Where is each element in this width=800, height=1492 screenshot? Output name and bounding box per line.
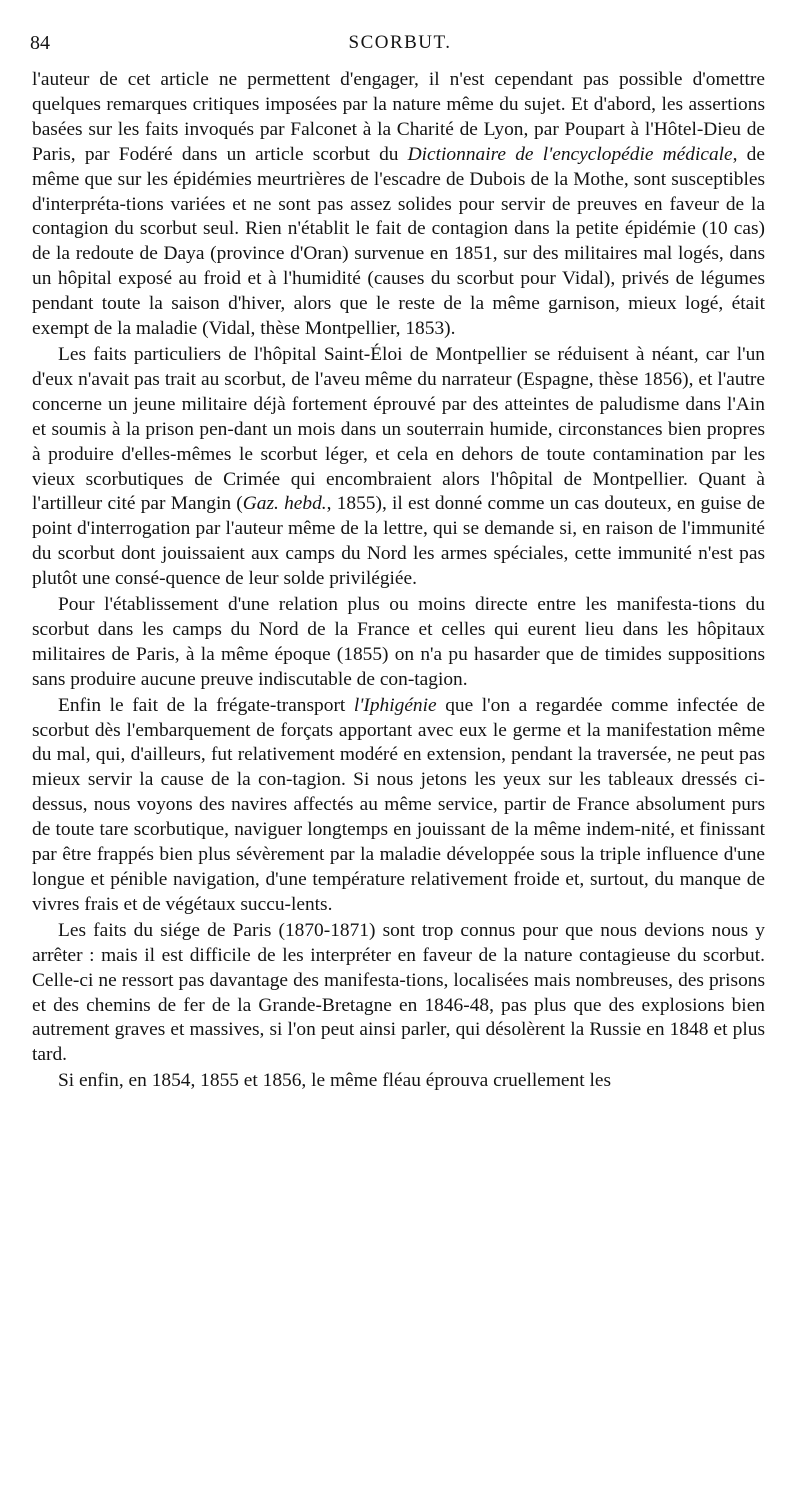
page-header (30, 32, 770, 58)
text-run: que l'on a regardée comme infectée de scorbut dès l'embarquement de forçats apportant avec eux le germe et la manifestation même du mal, qui, d'ailleurs, fut relativement modéré en extension, pendant la traversée, ne peut pas mieux servir la cause de la con-tagion. Si nous jetons les yeux sur les tableaux dressés ci-dessus, nous voyons des navires affectés au même service, partir de France absolument purs de toute tare scorbutique, naviguer longtemps en jouissant de la même indem-nité, et finissant par être frappés bien plus sévèrement par la maladie développée sous la triple influence d'une longue et pénible navigation, d'une température relativement froide et, surtout, du manque de vivres frais et de végétaux succu-lents. (32, 694, 765, 915)
text-run: Enfin le fait de la frégate-transport (58, 694, 354, 716)
paragraph (32, 1069, 765, 1094)
running-head: SCORBUT. (348, 32, 452, 53)
paragraph (32, 593, 765, 693)
text-run: Les faits particuliers de l'hôpital Saint-Éloi de Montpellier se réduisent à néant, car l'un d'eux n'avait pas trait au scorbut, de l'aveu même du narrateur (Espagne, thèse 1856), et l'autre concerne un jeune militaire déjà fortement éprouvé par des atteintes de paludisme dans l'Ain et soumis à la prison pen-dant un mois dans un souterrain humide, circonstances bien propres à produire d'elles-mêmes le scorbut léger, et cela en dehors de toute contamination par les vieux scorbutiques de Crimée qui encombraient alors l'hôpital de Montpellier. Quant à l'artilleur cité par Mangin ( (32, 343, 765, 515)
paragraph (32, 68, 765, 342)
text-run: Pour l'établissement d'une relation plus ou moins directe entre les manifesta-tions du scorbut dans les camps du Nord de la France et celles qui eurent lieu dans les hôpitaux militaires de Paris, à la même époque (1855) on n'a pu hasarder que de timides suppositions sans produire aucune preuve indiscutable de con-tagion. (32, 594, 765, 690)
paragraph (32, 919, 765, 1068)
paragraph (32, 343, 765, 592)
body-text (32, 68, 765, 1094)
paragraph (32, 694, 765, 918)
text-run: Les faits du siége de Paris (1870-1871) sont trop connus pour que nous devions nous y arrêter : mais il est difficile de les interpréter en faveur de la nature contagieuse du scorbut. Celle-ci ne ressort pas davantage des manifesta-tions, localisées mais nombreuses, des prisons et des chemins de fer de la Grande-Bretagne en 1846-48, pas plus que des explosions bien autrement graves et massives, si l'on peut ainsi parler, qui désolèrent la Russie en 1848 et plus tard. (32, 919, 765, 1066)
text-run: Si enfin, en 1854, 1855 et 1856, le même fléau éprouva cruellement les (58, 1070, 612, 1092)
italic-title: Dictionnaire de l'encyclopédie médicale (407, 143, 733, 165)
text-run: , de même que sur les épidémies meurtrières de l'escadre de Dubois de la Mothe, sont susceptibles d'interpréta-tions variées et ne sont pas assez solides pour servir de preuves en faveur de la contagion du scorbut seul. Rien n'établit le fait de contagion dans la petite épidémie (10 cas) de la redoute de Daya (province d'Oran) survenue en 1851, sur des militaires mal logés, dans un hôpital exposé au froid et à l'humidité (causes du scorbut pour Vidal), privés de légumes pendant toute la saison d'hiver, alors que le reste de la même garnison, mieux logé, était exempt de la maladie (Vidal, thèse Montpellier, 1853). (32, 143, 765, 340)
text-run: l'auteur de cet article ne permettent d'engager, il n'est cependant pas possible d'omettre quelques remarques critiques imposées par la nature même du sujet. Et d'abord, les assertions basées sur les faits invoqués par Falconet à la Charité de Lyon, par Poupart à l'Hôtel-Dieu de Paris, par Fodéré dans un article scorbut du (32, 69, 765, 165)
page-number: 84 (30, 32, 50, 54)
text-run: , 1855), il est donné comme un cas douteux, en guise de point d'interrogation par l'auteur même de la lettre, qui se demande si, en raison de l'immunité du scorbut dont jouissaient aux camps du Nord les armes spéciales, cette immunité n'est pas plutôt une consé-quence de leur solde privilégiée. (32, 493, 765, 590)
italic-ship-name: l'Iphigénie (353, 694, 437, 716)
italic-citation: Gaz. hebd. (242, 493, 327, 515)
